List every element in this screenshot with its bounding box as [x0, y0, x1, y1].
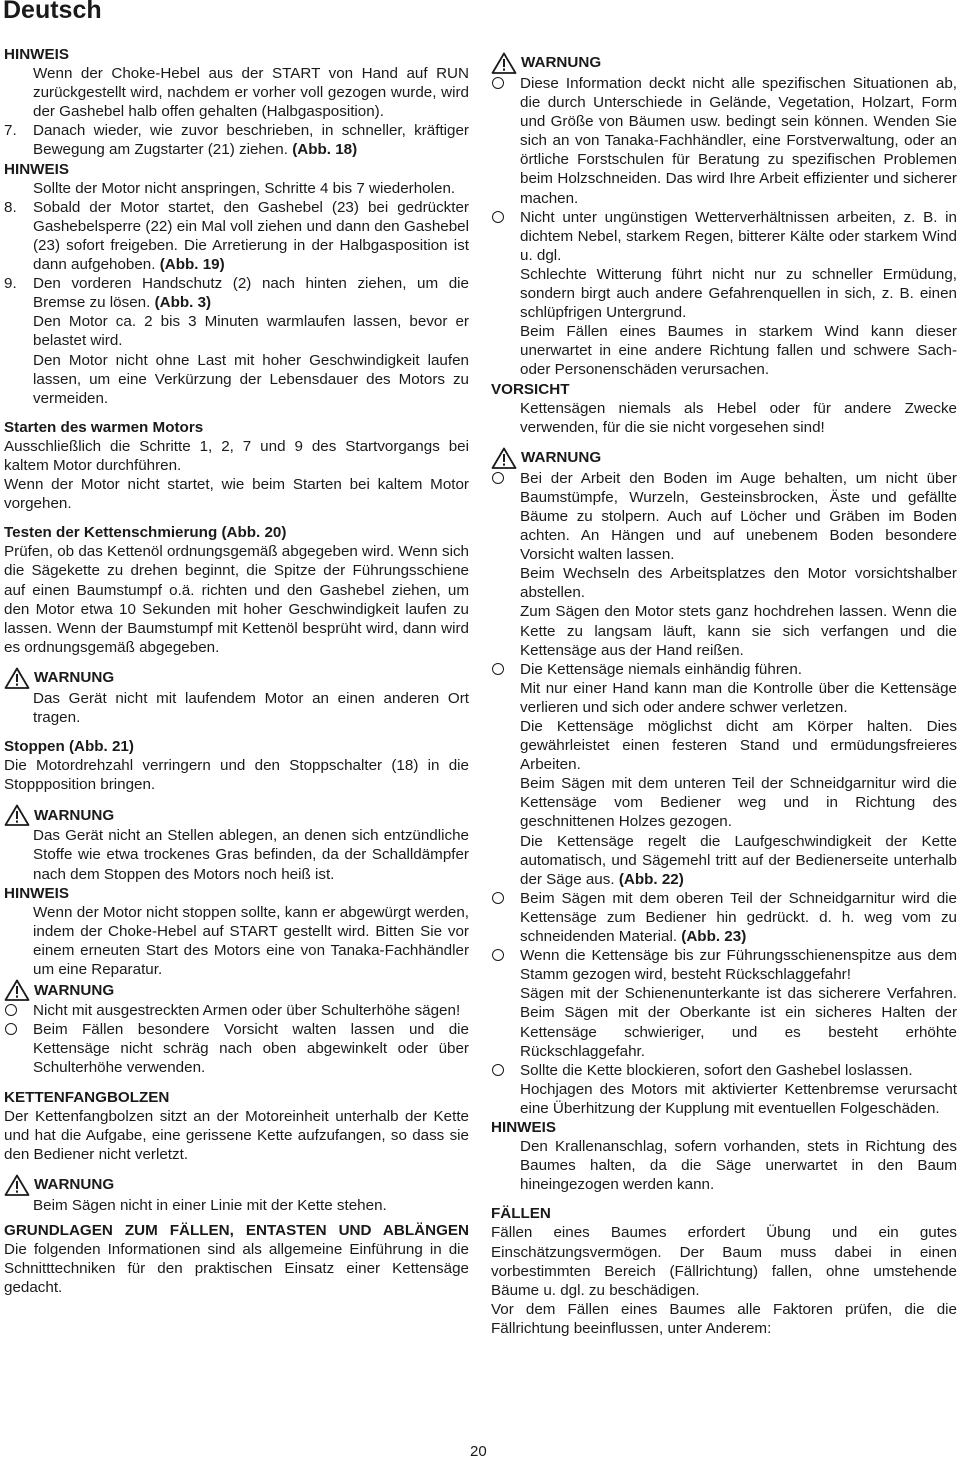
caution-label: VORSICHT	[491, 380, 570, 398]
step-9-paragraph: Den Motor ca. 2 bis 3 Minuten warmlaufen lassen, bevor er belastet wird.	[33, 313, 469, 350]
paragraph: Prüfen, ob das Kettenöl ordnungsgemäß abgegeben wird. Wenn sich die Sägekette zu drehen beginnt, die Spitze der Führungsschiene auf einen Baumstumpf o.ä. richten und den Gashebel ziehen, um den Motor etwa 10 Sekunden mit hoher Geschwindigkeit laufen zu lassen. Wenn der Baumstumpf mit Kettenöl besprüht wird, dann wird es ordnungsgemäß abgegeben.	[4, 543, 469, 656]
note-label: HINWEIS	[4, 160, 69, 178]
note-label: HINWEIS	[4, 884, 69, 902]
figure-ref: (Abb. 18)	[292, 141, 358, 159]
list-item-text: Beim Fällen besondere Vorsicht walten lassen und die Kettensäge nicht schräg nach oben abgewinkelt oder über Schulterhöhe verwenden.	[33, 1021, 469, 1077]
list-item	[491, 1061, 957, 1080]
page-number: 20	[470, 1443, 487, 1460]
step-text: Danach wieder, wie zuvor beschrieben, in schneller, kräftiger Bewegung am Zugstarter (21) ziehen.	[33, 122, 469, 159]
warning-text: Das Gerät nicht an Stellen ablegen, an denen sich entzündliche Stoffe wie etwa trockenes Gras befinden, da der Schalldämpfer nach dem Stoppen des Motors noch heiß ist.	[33, 827, 469, 883]
circle-bullet-icon	[491, 208, 520, 265]
list-item	[491, 946, 957, 984]
section-heading: FÄLLEN	[491, 1205, 551, 1223]
warning-header	[4, 979, 469, 1001]
warning-triangle-icon	[4, 979, 30, 1001]
warning-triangle-icon	[4, 667, 30, 689]
list-item-paragraph: Hochjagen des Motors mit aktivierter Kettenbremse verursacht eine Überhitzung der Kupplung mit eventuellen Folgeschäden.	[520, 1080, 957, 1117]
paragraph: Der Kettenfangbolzen sitzt an der Motoreinheit unterhalb der Kette und hat die Aufgabe, eine gerissene Kette aufzufangen, so dass sie den Bediener nicht verletzt.	[4, 1107, 469, 1163]
warning-label: WARNUNG	[34, 669, 115, 687]
step-number: 7.	[4, 122, 17, 140]
section-heading: GRUNDLAGEN ZUM FÄLLEN, ENTASTEN UND ABLÄNGEN	[4, 1221, 469, 1239]
list-item-paragraph: Die Kettensäge regelt die Laufgeschwindigkeit der Kette automatisch, und Sägemehl tritt auf der Bedienerseite unterhalb der Säge aus.	[520, 832, 957, 888]
list-item	[491, 660, 957, 679]
list-item-paragraph: Beim Wechseln des Arbeitsplatzes den Motor vorsichtshalber abstellen.	[520, 565, 957, 602]
section-heading: Starten des warmen Motors	[4, 418, 204, 436]
warning-triangle-icon	[491, 447, 517, 469]
list-item-text: Beim Sägen mit dem oberen Teil der Schneidgarnitur wird die Kettensäge zum Bediener hin gedrückt. d. h. weg vom zu schneidenden Material.	[520, 889, 957, 946]
list-item-paragraph: Schlechte Witterung führt nicht nur zu schneller Ermüdung, sondern birgt auch andere Gefahrenquellen in sich, z. B. einen schlüpfrigen Untergrund.	[520, 265, 957, 322]
paragraph: Die folgenden Informationen sind als allgemeine Einführung in die Schnitttechniken für den praktischen Einsatz einer Kettensäge gedacht.	[4, 1241, 469, 1297]
warning-header	[4, 667, 469, 689]
paragraph: Fällen eines Baumes erfordert Übung und ein gutes Einschätzungsvermögen. Der Baum muss dabei in einen vorbestimmten Bereich (Fällrichtung) fallen, ohne umstehende Bäume u. dgl. zu beschädigen.	[491, 1224, 957, 1299]
step-7	[4, 121, 469, 159]
list-item	[491, 469, 957, 564]
left-column	[4, 45, 469, 1297]
circle-bullet-icon	[4, 1001, 33, 1020]
paragraph: Vor dem Fällen eines Baumes alle Faktoren prüfen, die die Fällrichtung beeinflussen, unter Anderem:	[491, 1300, 957, 1337]
list-item-text: Nicht unter ungünstigen Wetterverhältnissen arbeiten, z. B. in dichtem Nebel, starkem Regen, bitterer Kälte oder starkem Wind u. dgl.	[520, 208, 957, 264]
list-item-text: Die Kettensäge niemals einhändig führen.	[520, 660, 802, 678]
circle-bullet-icon	[491, 660, 520, 679]
list-item	[491, 74, 957, 208]
step-text: Sobald der Motor startet, den Gashebel (23) bei gedrückter Gashebelsperre (22) ein Mal voll ziehen und dann den Gashebel (23) sofort freigeben. Die Arretierung in der Halbgasposition ist dann aufgehoben.	[33, 198, 469, 274]
warning-header	[4, 804, 469, 826]
warning-triangle-icon	[4, 1174, 30, 1196]
section-heading: Testen der Kettenschmierung (Abb. 20)	[4, 524, 287, 542]
step-8	[4, 198, 469, 274]
list-item	[491, 889, 957, 946]
note-label: HINWEIS	[4, 46, 69, 63]
figure-ref: (Abb. 22)	[618, 870, 684, 888]
note-text: Wenn der Motor nicht stoppen sollte, kann er abgewürgt werden, indem der Choke-Hebel auf START gestellt wird. Bitten Sie vor einem erneuten Start des Motors eine von Tanaka-Fachhändler um eine Reparatur.	[33, 903, 469, 979]
caution-text: Kettensägen niemals als Hebel oder für andere Zwecke verwenden, für die sie nicht vorgesehen sind!	[520, 399, 957, 436]
figure-ref: (Abb. 23)	[681, 928, 747, 946]
page-title: Deutsch	[3, 0, 102, 24]
warning-text: Beim Sägen nicht in einer Linie mit der Kette stehen.	[33, 1196, 387, 1214]
list-item-paragraph: Die Kettensäge möglichst dicht am Körper halten. Dies gewährleistet einen festeren Stand und ermüdungsfreieres Arbeiten.	[520, 718, 957, 774]
note-text: Den Krallenanschlag, sofern vorhanden, stets in Richtung des Baumes halten, da die Säge unerwartet in den Baum hineingezogen werden kann.	[520, 1138, 957, 1194]
warning-triangle-icon	[491, 52, 517, 74]
list-item-paragraph: Mit nur einer Hand kann man die Kontrolle über die Kettensäge verlieren und sich oder andere schwer verletzen.	[520, 679, 957, 716]
list-item	[491, 208, 957, 265]
warning-text: Das Gerät nicht mit laufendem Motor an einen anderen Ort tragen.	[33, 689, 469, 726]
list-item-paragraph: Beim Sägen mit dem unteren Teil der Schneidgarnitur wird die Kettensäge vom Bediener weg und in Richtung des geschnittenen Holzes gezogen.	[520, 775, 957, 831]
warning-header	[491, 52, 957, 74]
circle-bullet-icon	[491, 1061, 520, 1080]
paragraph: Ausschließlich die Schritte 1, 2, 7 und 9 des Startvorgangs bei kaltem Motor durchführen.	[4, 437, 469, 474]
warning-header	[4, 1174, 469, 1196]
circle-bullet-icon	[491, 946, 520, 984]
warning-label: WARNUNG	[34, 1176, 115, 1194]
step-9	[4, 274, 469, 312]
section-heading: KETTENFANGBOLZEN	[4, 1088, 170, 1106]
list-item-text: Nicht mit ausgestreckten Armen oder über Schulterhöhe sägen!	[33, 1002, 461, 1020]
step-9-paragraph: Den Motor nicht ohne Last mit hoher Geschwindigkeit laufen lassen, um eine Verkürzung der Lebensdauer des Motors zu vermeiden.	[33, 351, 469, 407]
paragraph: Wenn der Motor nicht startet, wie beim Starten bei kaltem Motor vorgehen.	[4, 476, 469, 513]
figure-ref: (Abb. 3)	[154, 294, 212, 312]
right-column	[491, 52, 957, 1338]
circle-bullet-icon	[491, 469, 520, 564]
list-item-text: Sollte die Kette blockieren, sofort den Gashebel loslassen.	[520, 1061, 913, 1079]
list-item-text: Diese Information deckt nicht alle spezifischen Situationen ab, die durch Unterschiede in Gelände, Vegetation, Holzart, Form und Größe von Bäumen usw. bedingt sein können. Wenden Sie sich an von Tanaka-Fachhändler, eine Forstverwaltung, oder an örtliche Forstschulen für Beratung zu spezifischen Problemen beim Holzschneiden. Das wird Ihre Arbeit effizienter und sicherer machen.	[520, 75, 957, 207]
circle-bullet-icon	[491, 889, 520, 946]
paragraph: Die Motordrehzahl verringern und den Stoppschalter (18) in die Stoppposition bringen.	[4, 757, 469, 794]
list-item-text: Bei der Arbeit den Boden im Auge behalten, um nicht über Baumstümpfe, Wurzeln, Gesteinsbrocken, Äste und gefällte Bäume zu stolpern. Auch auf Löcher und Gräben im Boden achten. An Hängen und auf unebenem Boden besondere Vorsicht walten lassen.	[520, 469, 957, 564]
list-item-text: Wenn die Kettensäge bis zur Führungsschienenspitze aus dem Stamm gezogen wird, besteht Rückschlaggefahr!	[520, 947, 957, 984]
note-label: HINWEIS	[491, 1118, 556, 1136]
list-item-paragraph: Sägen mit der Schienenunterkante ist das sicherere Verfahren. Beim Sägen mit der Oberkante ist ein sicheres Halten der Kettensäge schwieriger, und es besteht erhöhte Rückschlaggefahr.	[520, 985, 957, 1060]
warning-header	[491, 447, 957, 469]
note-text: Wenn der Choke-Hebel aus der START von Hand auf RUN zurückgestellt wird, nachdem er vorher voll gezogen wurde, wird der Gashebel halb offen gehalten (Halbgasposition).	[33, 65, 469, 121]
list-item	[4, 1020, 469, 1077]
warning-label: WARNUNG	[34, 806, 115, 824]
section-heading: Stoppen (Abb. 21)	[4, 738, 134, 756]
list-item-paragraph: Beim Fällen eines Baumes in starkem Wind kann dieser unerwartet in eine andere Richtung fallen und schwere Sach- oder Personenschäden verursachen.	[520, 323, 957, 379]
step-text: Den vorderen Handschutz (2) nach hinten ziehen, um die Bremse zu lösen.	[33, 275, 469, 312]
step-number: 8.	[4, 198, 17, 216]
circle-bullet-icon	[4, 1020, 33, 1077]
list-item	[4, 1001, 469, 1020]
warning-label: WARNUNG	[34, 981, 115, 999]
circle-bullet-icon	[491, 74, 520, 208]
list-item-paragraph: Zum Sägen den Motor stets ganz hochdrehen lassen. Wenn die Kette zu langsam läuft, kann sie sich verfangen und die Kettensäge aus der Hand reißen.	[520, 603, 957, 659]
warning-label: WARNUNG	[521, 54, 602, 72]
note-text: Sollte der Motor nicht anspringen, Schritte 4 bis 7 wiederholen.	[33, 179, 456, 197]
warning-label: WARNUNG	[521, 449, 602, 467]
step-number: 9.	[4, 275, 17, 293]
warning-triangle-icon	[4, 804, 30, 826]
figure-ref: (Abb. 19)	[159, 256, 225, 274]
